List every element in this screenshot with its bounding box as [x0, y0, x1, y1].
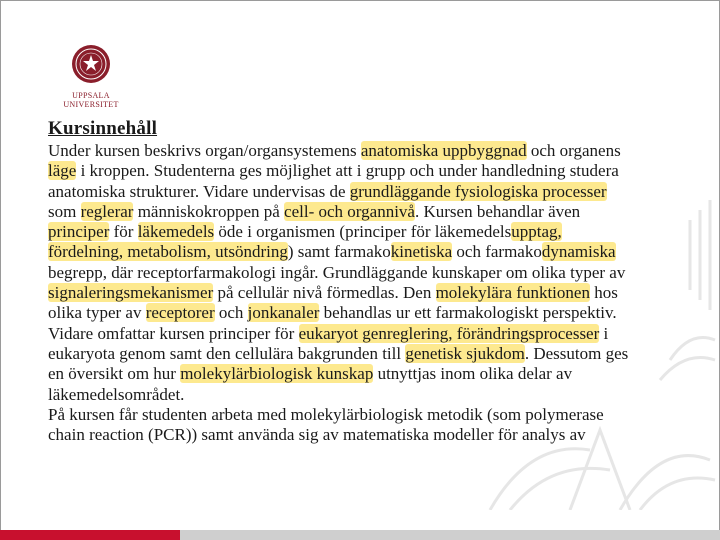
highlighted-phrase: upptag,	[511, 222, 562, 242]
text-segment: chain reaction (PCR)) samt använda sig av matematiska modeller för analys av	[48, 425, 586, 445]
highlighted-phrase: fördelning, metabolism, utsöndring	[48, 242, 288, 262]
highlighted-phrase: jonkanaler	[247, 303, 320, 323]
highlighted-phrase: kinetiska	[390, 242, 453, 262]
highlighted-phrase: dynamiska	[541, 242, 616, 262]
logo-line-1: UPPSALA	[72, 91, 110, 100]
highlighted-phrase: anatomiska uppbyggnad	[360, 141, 527, 160]
highlighted-phrase: molekylärbiologisk kunskap	[180, 364, 374, 384]
text-segment: . Kursen behandlar även	[414, 201, 581, 221]
highlighted-phrase: signaleringsmekanismer	[48, 283, 214, 303]
text-segment: i kroppen. Studenterna ges möjlighet att i grupp och under handledning studera	[76, 161, 619, 181]
text-segment: i	[599, 323, 609, 343]
highlighted-phrase: cell- och organnivå	[284, 201, 415, 221]
text-line	[48, 161, 678, 181]
text-segment: olika typer av	[48, 303, 146, 323]
text-segment: och	[214, 303, 248, 323]
university-logo	[58, 44, 124, 109]
highlighted-phrase: molekylära funktionen	[435, 283, 590, 303]
highlighted-phrase: läge	[48, 161, 77, 181]
text-segment: . Dessutom ges	[524, 343, 629, 363]
text-line	[48, 141, 678, 161]
highlighted-phrase: receptorer	[145, 303, 215, 323]
text-segment: Vidare omfattar kursen principer för	[48, 323, 299, 343]
text-segment: utnyttjas inom olika delar av	[373, 364, 573, 384]
text-segment: öde i organismen (principer för läkemedels	[214, 222, 512, 242]
text-segment: för	[109, 222, 138, 242]
text-segment: hos	[589, 283, 618, 303]
highlighted-phrase: eukaryot genreglering, förändringsprocesser	[298, 323, 600, 343]
text-segment: på cellulär nivå förmedlas. Den	[213, 283, 436, 303]
text-segment: anatomiska strukturer. Vidare undervisas de	[48, 181, 350, 201]
text-segment: behandlas ur ett farmakologiskt perspektiv.	[319, 303, 617, 323]
text-segment: På kursen får studenten arbeta med molekylärbiologisk metodik (som polymerase	[48, 404, 604, 424]
highlighted-phrase: reglerar	[80, 201, 134, 221]
text-segment: som	[48, 201, 81, 221]
highlighted-phrase: genetisk sjukdom	[405, 343, 525, 363]
text-segment: begrepp, där receptorfarmakologi ingår. Grundläggande kunskaper om olika typer av	[48, 262, 626, 282]
page-title: Kursinnehåll	[48, 118, 158, 139]
text-segment: och organens	[526, 141, 621, 160]
highlighted-phrase: principer	[48, 222, 110, 242]
university-seal-icon	[71, 44, 111, 84]
text-segment: eukaryota genom samt den cellulära bakgrunden till	[48, 343, 406, 363]
text-segment: ) samt farmako	[287, 242, 391, 262]
text-segment: och farmako	[452, 242, 542, 262]
logo-line-2: UNIVERSITET	[63, 100, 119, 109]
decorative-pattern	[470, 190, 720, 510]
footer-accent-bar	[0, 530, 180, 540]
text-segment: en översikt om hur	[48, 364, 181, 384]
text-segment: människokroppen på	[133, 201, 285, 221]
highlighted-phrase: läkemedels	[137, 222, 215, 242]
highlighted-phrase: grundläggande fysiologiska processer	[349, 181, 607, 201]
text-segment: Under kursen beskrivs organ/organsystemens	[48, 141, 361, 160]
text-segment: läkemedelsområdet.	[48, 384, 185, 404]
